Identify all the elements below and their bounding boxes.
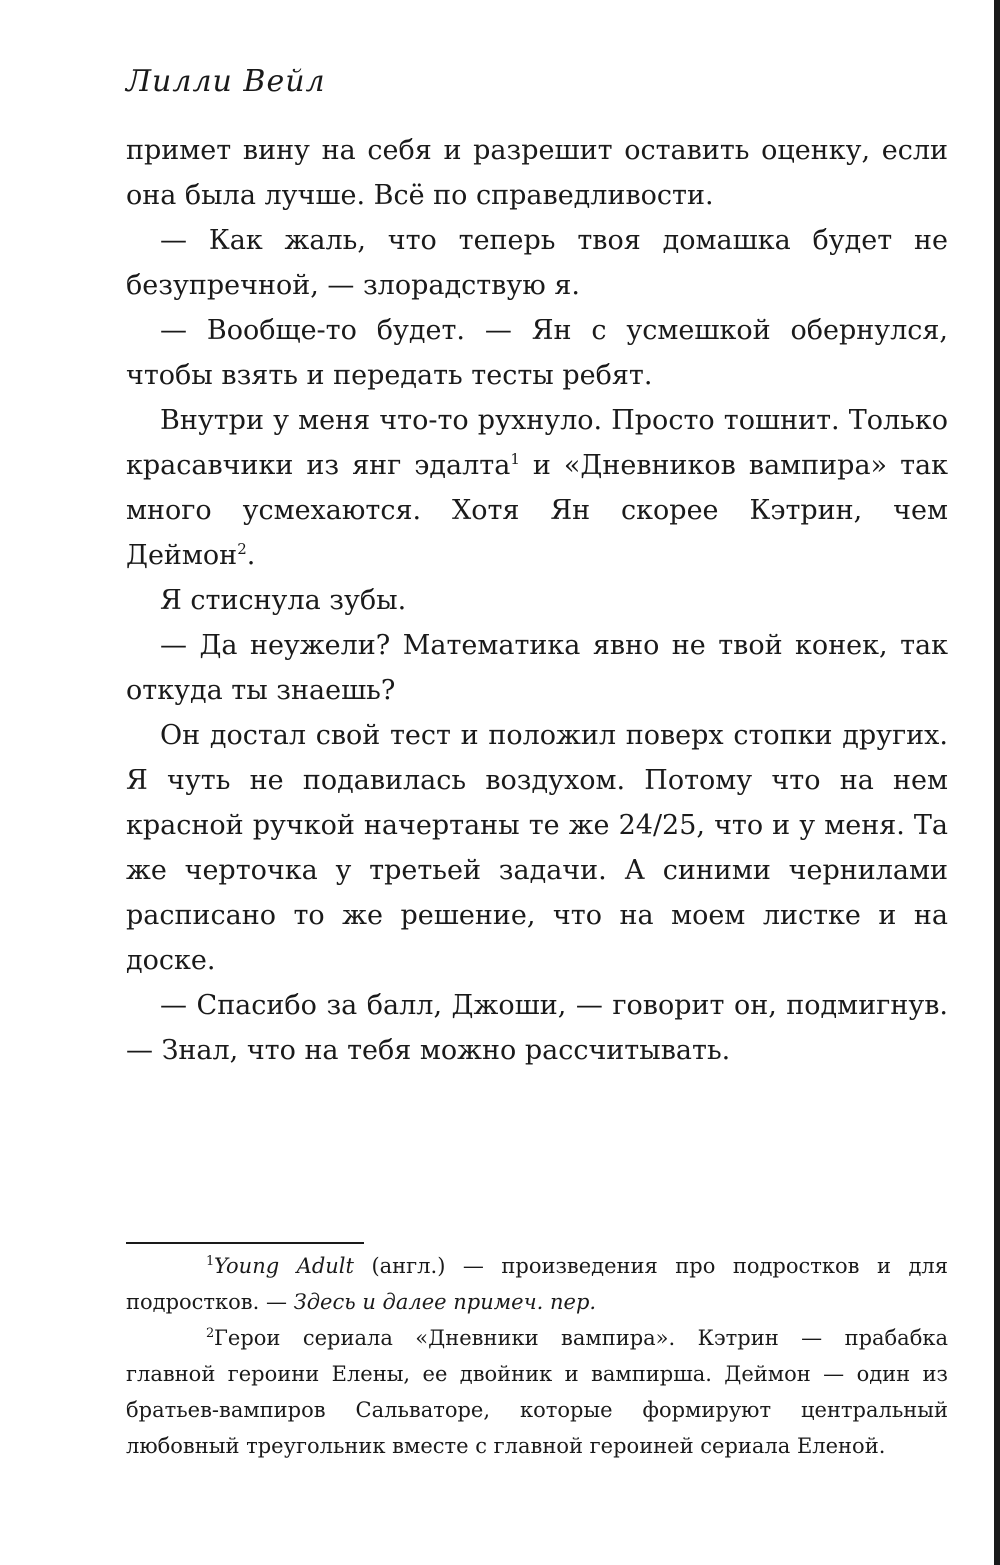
footnote-2: 2Герои сериала «Дневники вампира». Кэтрин — прабабка главной героини Елены, ее двойник и вампирша. Деймон — один из братьев-вампиров Сальваторе, которые формируют центральный любовный треугольник вместе с главной героиней сериала Еленой. bbox=[126, 1326, 948, 1458]
footnotes-section bbox=[126, 1248, 948, 1464]
footnote-ref-2[interactable]: 2 bbox=[237, 540, 247, 558]
paragraph: — Да неужели? Математика явно не твой конек, так откуда ты знаешь? bbox=[126, 630, 948, 706]
footnote-separator bbox=[126, 1242, 364, 1244]
footnote-lang: (англ.) bbox=[371, 1254, 446, 1278]
footnote-term: Young Adult bbox=[214, 1254, 354, 1278]
paragraph: Я стиснула зубы. bbox=[160, 585, 407, 616]
footnote-1: 1Young Adult (англ.) — произведения про подростков и для подростков. — Здесь и далее примеч. пер. bbox=[126, 1254, 948, 1314]
paragraph-text: и «Дневников вампира» так много усмехаются. Хотя Ян скорее Кэтрин, чем Деймон bbox=[126, 450, 948, 571]
running-head-author: Лилли Вейл bbox=[126, 64, 326, 99]
paragraph: — Вообще-то будет. — Ян с усмешкой обернулся, чтобы взять и передать тесты ребят. bbox=[126, 315, 948, 391]
paragraph-text: Внутри у меня что-то рухнуло. Просто тошнит. Только красавчики из янг эдалта bbox=[126, 405, 948, 481]
footnote-translator-note: Здесь и далее примеч. пер. bbox=[293, 1290, 597, 1314]
paragraph: Он достал свой тест и положил поверх стопки других. Я чуть не подавилась воздухом. Потому что на нем красной ручкой начертаны те же 24/25, что и у меня. Та же черточка у третьей задачи. А синими чернилами расписано то же решение, что на моем листке и на доске. bbox=[126, 720, 948, 976]
paragraph-text: . bbox=[246, 540, 256, 571]
page-edge bbox=[994, 0, 1000, 1565]
main-text bbox=[126, 128, 948, 1073]
paragraph bbox=[126, 398, 948, 578]
paragraph: — Спасибо за балл, Джоши, — говорит он, подмигнув. — Знал, что на тебя можно рассчитывать. bbox=[126, 990, 948, 1066]
paragraph: — Как жаль, что теперь твоя домашка будет не безупречной, — злорадствую я. bbox=[126, 225, 948, 301]
footnote-ref-1[interactable]: 1 bbox=[510, 450, 520, 468]
paragraph: примет вину на себя и разрешит оставить оценку, если она была лучше. Всё по справедливости. bbox=[126, 135, 948, 211]
footnote-text: Герои сериала «Дневники вампира». Кэтрин — прабабка главной героини Елены, ее двойник и вампирша. Деймон — один из братьев-вампиров Сальваторе, которые формируют центральный любовный треугольник вместе с главной героиней сериала Еленой. bbox=[126, 1326, 948, 1458]
footnote-text: — произведения про подростков и для подростков. — bbox=[126, 1254, 948, 1314]
